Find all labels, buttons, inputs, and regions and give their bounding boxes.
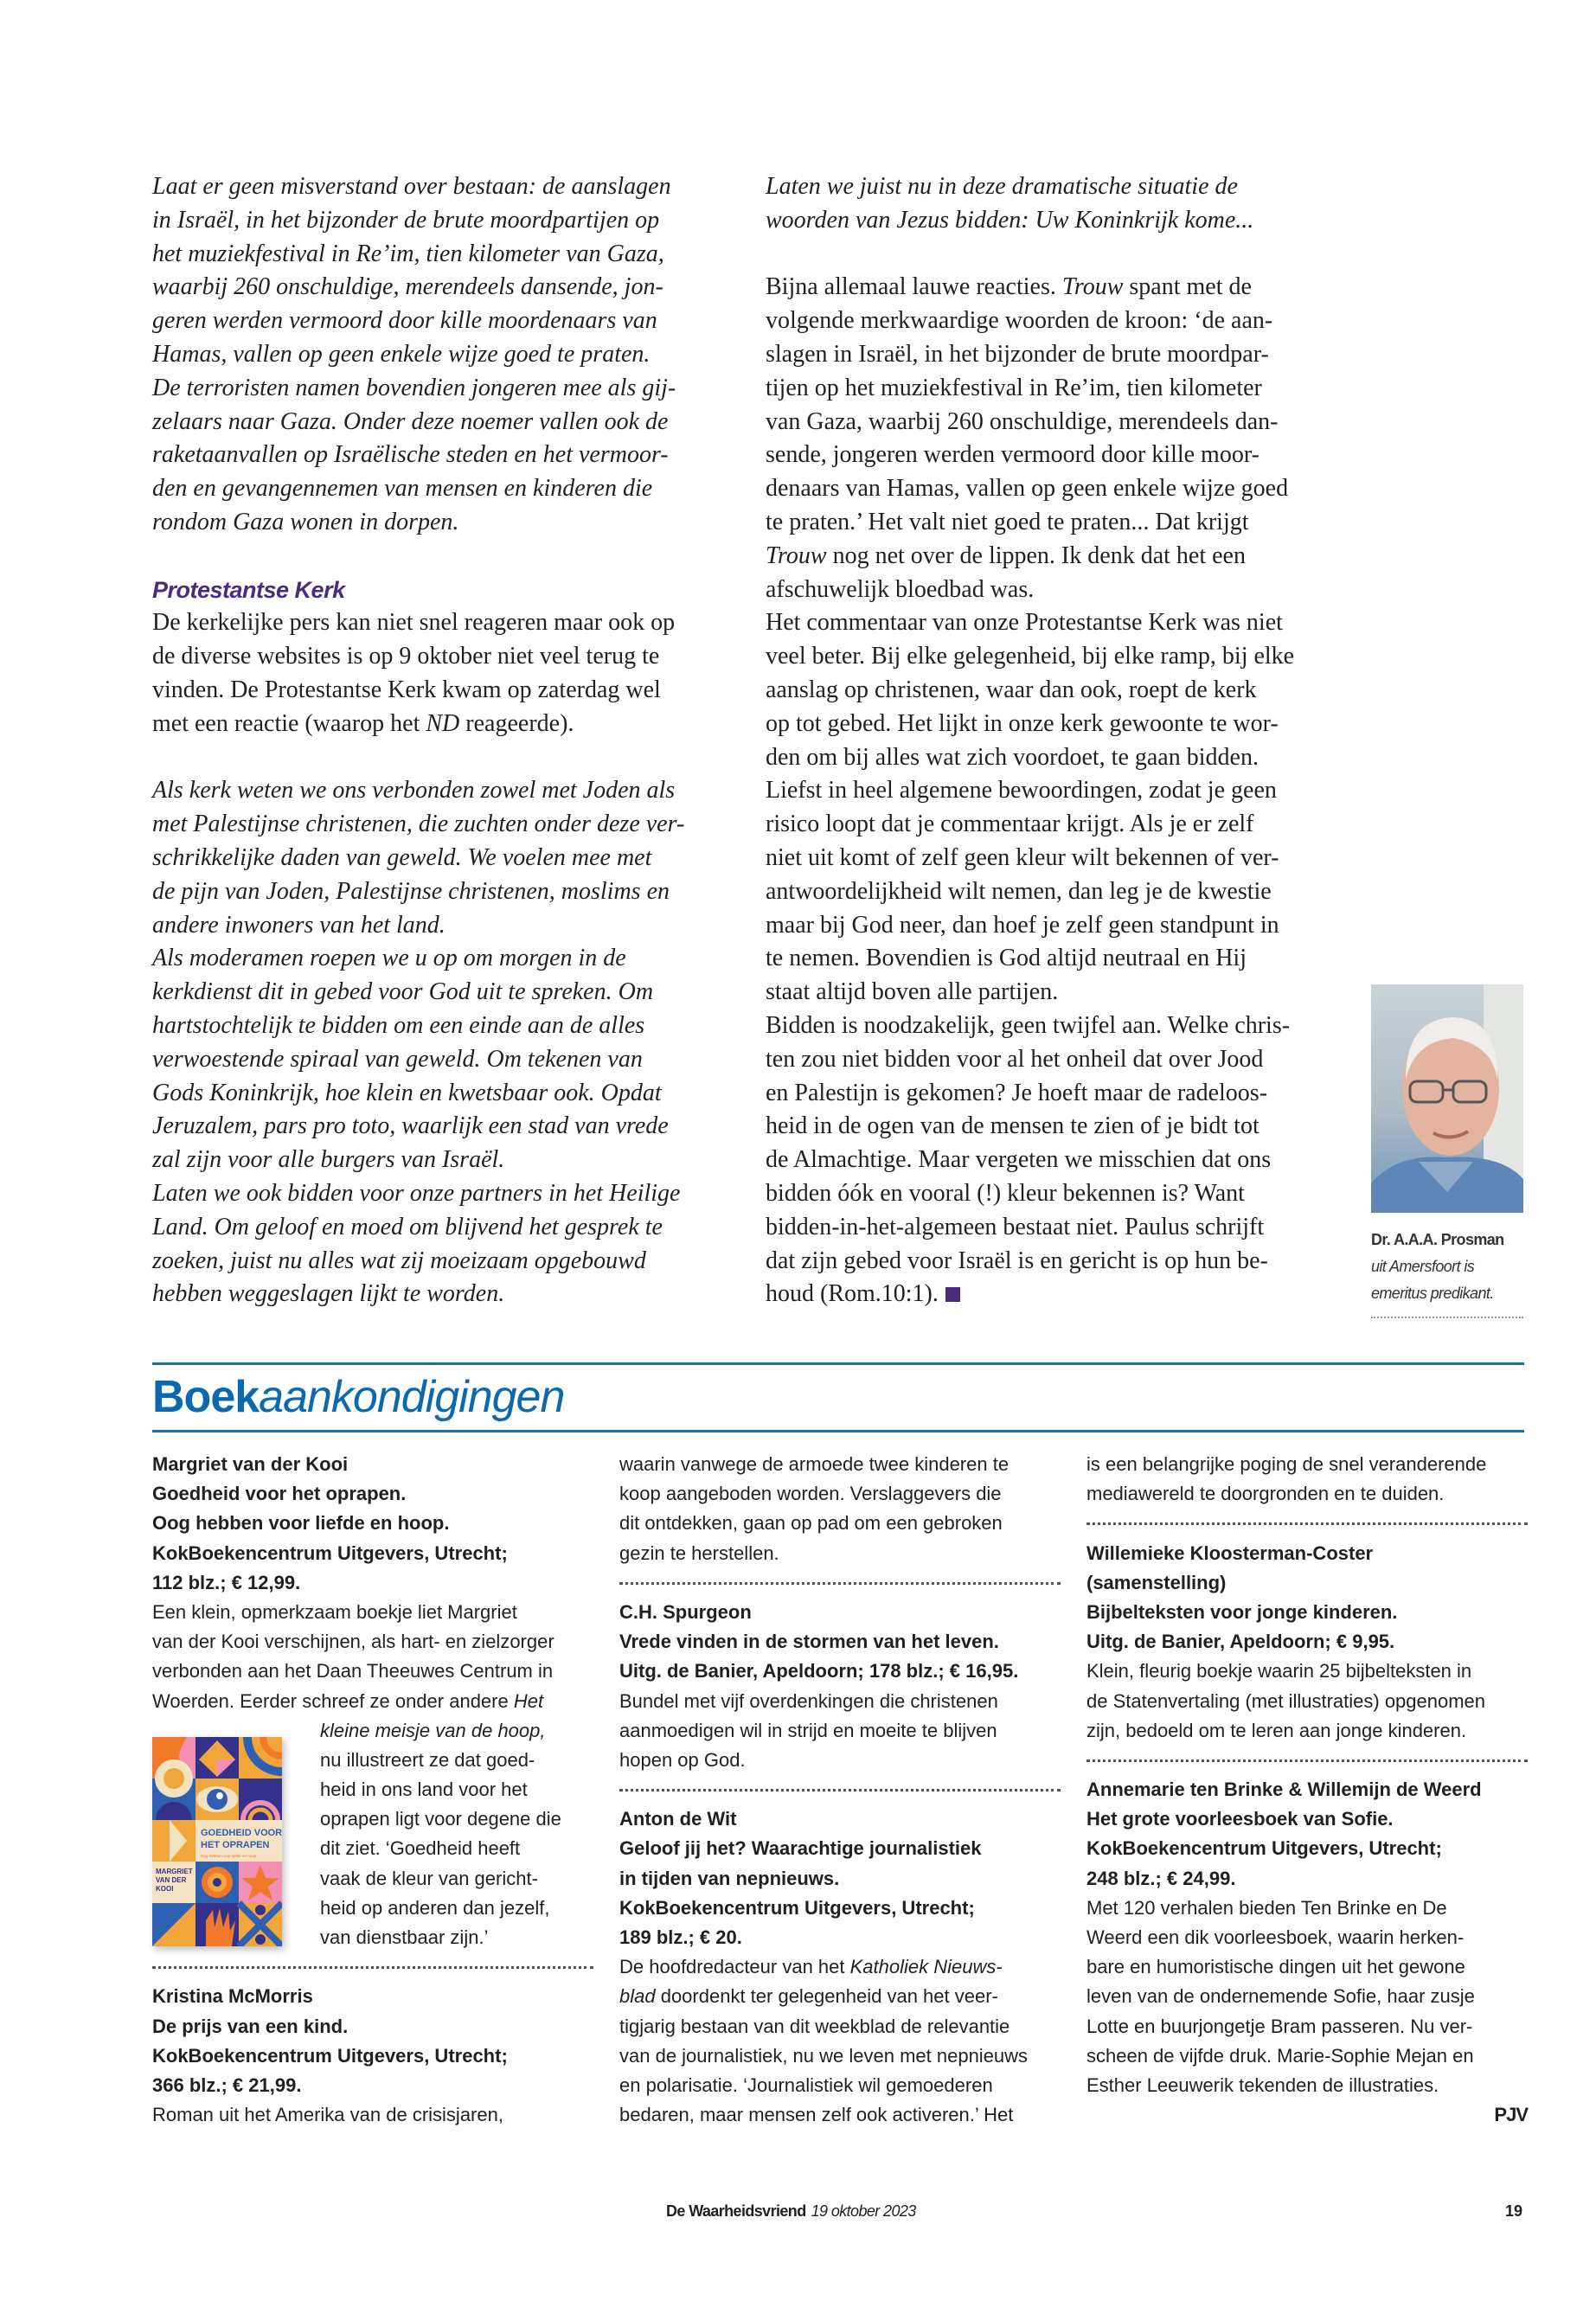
body-line: van Gaza, waarbij 260 onschuldige, merendeels dan-	[766, 407, 1279, 435]
italic-text: Het	[513, 1689, 544, 1712]
page-number: 19	[1505, 2202, 1523, 2220]
author-photo	[1371, 984, 1523, 1213]
quote-line: zoeken, juist nu alles wat zij moeizaam opgebouwd	[152, 1247, 646, 1274]
section-heading	[152, 1369, 564, 1425]
book-description-line: en polarisatie. ‘Journalistiek wil gemoederen	[619, 2073, 993, 2096]
book-info-line: Goedheid voor het oprapen.	[152, 1483, 407, 1505]
italic-text: ND	[426, 709, 460, 737]
book-cover-image	[152, 1737, 282, 1946]
book-description-line: waarin vanwege de armoede twee kinderen te	[619, 1453, 1010, 1475]
quote-line: zal zijn voor alle burgers van Israël.	[152, 1146, 505, 1174]
quote-line: zelaars naar Gaza. Onder deze noemer vallen ook de	[152, 407, 669, 435]
body-line	[766, 540, 1315, 574]
books-column-2	[619, 1450, 1061, 2130]
book-description-line: vaak de kleur van gericht-	[320, 1867, 538, 1889]
body-line: dat zijn gebed voor Israël is en gericht is op hun be-	[766, 1247, 1268, 1274]
body-line: op tot gebed. Het lijkt in onze kerk gewoonte te wor-	[766, 709, 1279, 737]
body-line: Liefst in heel algemene bewoordingen, zodat je geen	[766, 777, 1277, 804]
cover-author-line: KOOI	[156, 1885, 174, 1893]
body-line: niet uit komt of zelf geen kleur wilt bekennen of ver-	[766, 843, 1279, 871]
book-description-line: oprapen ligt voor degene die	[320, 1808, 561, 1830]
publication-name: De Waarheidsvriend	[666, 2202, 806, 2220]
body-line	[152, 708, 727, 741]
article-column-left	[152, 170, 727, 1311]
cover-author-line: VAN DER	[156, 1876, 187, 1884]
body-line: heid in de ogen van de mensen te zien of je bidt tot	[766, 1112, 1259, 1140]
author-caption	[1371, 1227, 1523, 1307]
quote-line: kerkdienst dit in gebed voor God uit te spreken. Om	[152, 978, 654, 1006]
book-description-line: gezin te herstellen.	[619, 1541, 779, 1564]
book-description-line: Klein, fleurig boekje waarin 25 bijbelteksten in	[1086, 1660, 1472, 1682]
book-info-line: 248 blz.; € 24,99.	[1086, 1867, 1236, 1889]
italic-text: Trouw	[1061, 273, 1124, 301]
book-description-line: scheen de vijfde druk. Marie-Sophie Mejan en	[1086, 2044, 1474, 2067]
body-line: staat altijd boven alle partijen.	[766, 978, 1059, 1006]
book-description-line: tigjarig bestaan van dit weekblad de relevantie	[619, 2015, 1010, 2037]
book-description-line: nu illustreert ze dat goed-	[320, 1748, 535, 1771]
italic-text: blad	[619, 1985, 656, 2008]
book-info-line: KokBoekencentrum Uitgevers, Utrecht;	[1086, 1837, 1442, 1860]
body-line: Het commentaar van onze Protestantse Kerk was niet	[766, 609, 1283, 637]
books-column-3	[1086, 1450, 1528, 2130]
book-info-line: Geloof jij het? Waarachtige journalistiek	[619, 1837, 982, 1860]
book-info-line: KokBoekencentrum Uitgevers, Utrecht;	[152, 1541, 508, 1564]
quote-line: hartstochtelijk te bidden om een einde aan de alles	[152, 1011, 645, 1039]
book-description-line: de Statenvertaling (met illustraties) opgenomen	[1086, 1689, 1486, 1712]
paragraph-gap	[766, 238, 1315, 272]
book-description-line: is een belangrijke poging de snel veranderende	[1086, 1453, 1487, 1475]
page-footer	[666, 2202, 916, 2221]
book-description-line: dit ontdekken, gaan op pad om een gebroken	[619, 1512, 1003, 1535]
author-desc-line: uit Amersfoort is	[1371, 1258, 1475, 1275]
body-line: risico loopt dat je commentaar krijgt. Als je er zelf	[766, 811, 1254, 838]
book-info-line: KokBoekencentrum Uitgevers, Utrecht;	[619, 1896, 975, 1919]
book-info-line: Willemieke Kloosterman-Coster	[1086, 1541, 1374, 1564]
book-description-line: zijn, bedoeld om te leren aan jonge kinderen.	[1086, 1719, 1467, 1741]
body-line: de diverse websites is op 9 oktober niet veel terug te	[152, 643, 660, 670]
book-description-line	[619, 1952, 1061, 1982]
section-top-rule	[152, 1362, 1524, 1365]
quote-line: Land. Om geloof en moed om blijvend het gesprek te	[152, 1213, 663, 1240]
body-line: De kerkelijke pers kan niet snel reageren maar ook op	[152, 609, 676, 637]
publication-date: 19 oktober 2023	[811, 2202, 916, 2220]
body-line: slagen in Israël, in het bijzonder de brute moordpar-	[766, 340, 1269, 368]
quote-line: geren werden vermoord door kille moordenaars van	[152, 307, 657, 335]
book-description-line: van dienstbaar zijn.’	[320, 1926, 489, 1948]
book-description-line: bedaren, maar mensen zelf ook activeren.’ Het	[619, 2104, 1014, 2126]
book-description-line: heid op anderen dan jezelf,	[320, 1896, 550, 1919]
quote-line: Hamas, vallen op geen enkele wijze goed te praten.	[152, 340, 651, 368]
book-description-line: bare en humoristische dingen uit het gewone	[1086, 1956, 1465, 1978]
book-info-line: Uitg. de Banier, Apeldoorn; € 9,95.	[1086, 1631, 1395, 1653]
body-line: Bidden is noodzakelijk, geen twijfel aan. Welke chris-	[766, 1011, 1291, 1039]
book-info-line: Annemarie ten Brinke & Willemijn de Weerd	[1086, 1779, 1482, 1801]
book-info-line: Bijbelteksten voor jonge kinderen.	[1086, 1600, 1398, 1623]
body-line: vinden. De Protestantse Kerk kwam op zaterdag wel	[152, 676, 661, 703]
body-line: sende, jongeren werden vermoord door kille moor-	[766, 441, 1259, 469]
text-segment: Bijna allemaal lauwe reacties.	[766, 273, 1062, 301]
book-description-line: Een klein, opmerkzaam boekje liet Margriet	[152, 1600, 517, 1623]
caption-divider	[1371, 1317, 1523, 1318]
book-info-line: De prijs van een kind.	[152, 2015, 349, 2037]
quote-line: waarbij 260 onschuldige, merendeels dansende, jon-	[152, 273, 663, 301]
heading-bold: Boek	[152, 1372, 260, 1422]
book-description-line: dit ziet. ‘Goedheid heeft	[320, 1837, 521, 1860]
quote-line: hebben weggeslagen lijkt te worden.	[152, 1280, 505, 1308]
book-description-line: Weerd een dik voorleesboek, waarin herken-	[1086, 1926, 1465, 1948]
book-info-line: Oog hebben voor liefde en hoop.	[152, 1512, 450, 1535]
book-description-line: Esther Leeuwerik tekenden de illustraties.	[1086, 2073, 1439, 2096]
quote-line: verwoestende spiraal van geweld. Om tekenen van	[152, 1045, 643, 1073]
subheading: Protestantse Kerk	[152, 576, 345, 603]
text-segment: doordenkt ter gelegenheid van het veer-	[655, 1985, 998, 2008]
book-info-line: Het grote voorleesboek van Sofie.	[1086, 1808, 1394, 1830]
book-info-line: Uitg. de Banier, Apeldoorn; 178 blz.; € 16,95.	[619, 1660, 1019, 1682]
book-info-line: C.H. Spurgeon	[619, 1600, 752, 1623]
end-mark-icon	[945, 1287, 960, 1302]
body-line: aanslag op christenen, waar dan ook, roept de kerk	[766, 676, 1257, 703]
body-line: antwoordelijkheid wilt nemen, dan leg je de kwestie	[766, 877, 1272, 905]
dotted-divider	[619, 1568, 1061, 1598]
quote-line: den en gevangennemen van mensen en kinderen die	[152, 475, 653, 503]
italic-text: Trouw	[766, 542, 827, 569]
dotted-divider	[1086, 1746, 1528, 1775]
book-info-line: Vrede vinden in de stormen van het leven.	[619, 1631, 999, 1653]
article-column-right	[766, 170, 1315, 1311]
body-line: bidden-in-het-algemeen bestaat niet. Paulus schrijft	[766, 1213, 1265, 1240]
dotted-divider	[619, 1775, 1061, 1804]
text-segment: spant met de	[1123, 273, 1252, 301]
book-description-line: Lotte en buurjongetje Bram passeren. Nu ver-	[1086, 2015, 1473, 2037]
book-description-line	[152, 1687, 593, 1716]
dotted-divider	[1086, 1509, 1528, 1538]
quote-line: schrikkelijke daden van geweld. We voelen mee met	[152, 843, 652, 871]
book-description-line: Met 120 verhalen bieden Ten Brinke en De	[1086, 1896, 1447, 1919]
heading-italic: aankondigingen	[259, 1372, 565, 1422]
book-description-line: verbonden aan het Daan Theeuwes Centrum in	[152, 1660, 554, 1682]
paragraph-gap	[152, 540, 727, 574]
book-info-line: (samenstelling)	[1086, 1571, 1227, 1593]
quote-line: woorden van Jezus bidden: Uw Koninkrijk kome...	[766, 206, 1254, 234]
author-portrait-icon	[1371, 984, 1523, 1213]
book-info-line: in tijden van nepnieuws.	[619, 1867, 840, 1889]
book-description-line: aanmoedigen wil in strijd en moeite te blijven	[619, 1719, 997, 1741]
book-info-line: Kristina McMorris	[152, 1985, 313, 2008]
text-segment: met een reactie (waarop het	[152, 709, 426, 737]
quote-line: in Israël, in het bijzonder de brute moordpartijen op	[152, 206, 660, 234]
quote-line: de pijn van Joden, Palestijnse christenen, moslims en	[152, 877, 670, 905]
body-line: denaars van Hamas, vallen op geen enkele wijze goed	[766, 475, 1289, 503]
quote-line: Als kerk weten we ons verbonden zowel met Joden als	[152, 777, 676, 804]
cover-author-line: MARGRIET	[156, 1868, 193, 1875]
book-info-line: Anton de Wit	[619, 1808, 737, 1830]
book-info-line: Margriet van der Kooi	[152, 1453, 349, 1475]
author-name: Dr. A.A.A. Prosman	[1371, 1231, 1504, 1248]
text-segment: reageerde).	[459, 709, 574, 737]
body-line: afschuwelijk bloedbad was.	[766, 575, 1035, 603]
quote-line: Laat er geen misverstand over bestaan: de aanslagen	[152, 173, 671, 200]
quote-line: Laten we ook bidden voor onze partners in het Heilige	[152, 1179, 681, 1207]
text-segment: Woerden. Eerder schreef ze onder andere	[152, 1689, 514, 1712]
text-segment: De hoofdredacteur van het	[619, 1956, 850, 1978]
cover-title-line: HET OPRAPEN	[201, 1840, 270, 1850]
book-description-line: van der Kooi verschijnen, als hart- en zielzorger	[152, 1631, 554, 1653]
body-line	[766, 1278, 1315, 1311]
quote-line: met Palestijnse christenen, die zuchten onder deze ver-	[152, 811, 685, 838]
quote-line: Gods Koninkrijk, hoe klein en kwetsbaar ook. Opdat	[152, 1079, 662, 1106]
cover-title-line: GOEDHEID VOOR	[201, 1828, 282, 1838]
body-line: maar bij God neer, dan hoef je zelf geen standpunt in	[766, 911, 1279, 939]
quote-line: andere inwoners van het land.	[152, 911, 445, 939]
book-description-line: Roman uit het Amerika van de crisisjaren,	[152, 2104, 503, 2126]
book-info-line: 189 blz.; € 20.	[619, 1926, 742, 1948]
body-line	[766, 271, 1315, 304]
book-description-line	[619, 1982, 1061, 2011]
quote-line: De terroristen namen bovendien jongeren mee als gij-	[152, 374, 676, 401]
body-line: bidden óók en vooral (!) kleur bekennen is? Want	[766, 1179, 1245, 1207]
body-line: te nemen. Bovendien is God altijd neutraal en Hij	[766, 945, 1247, 972]
book-cover-art-icon	[152, 1737, 282, 1946]
body-line: ten zou niet bidden voor al het onheil dat over Jood	[766, 1045, 1264, 1073]
paragraph-gap	[152, 741, 727, 775]
section-bottom-rule	[152, 1430, 1524, 1433]
book-description-line: hopen op God.	[619, 1748, 746, 1771]
quote-line: het muziekfestival in Re’im, tien kilometer van Gaza,	[152, 240, 664, 267]
book-info-line: 366 blz.; € 21,99.	[152, 2073, 302, 2096]
book-info-line: KokBoekencentrum Uitgevers, Utrecht;	[152, 2044, 508, 2067]
book-description-line: van de journalistiek, nu we leven met nepnieuws	[619, 2044, 1029, 2067]
body-line: te praten.’ Het valt niet goed te praten... Dat krijgt	[766, 508, 1249, 535]
quote-line: rondom Gaza wonen in dorpen.	[152, 508, 459, 535]
body-line: de Almachtige. Maar vergeten we misschien dat ons	[766, 1146, 1272, 1174]
dotted-divider	[152, 1952, 593, 1982]
book-description-line: koop aangeboden worden. Verslaggevers die	[619, 1483, 1002, 1505]
quote-line: raketaanvallen op Israëlische steden en het vermoor-	[152, 441, 669, 469]
body-line: en Palestijn is gekomen? Je hoeft maar de radeloos-	[766, 1079, 1268, 1106]
italic-text: Katholiek Nieuws-	[849, 1956, 1003, 1978]
body-line: den om bij alles wat zich voordoet, te gaan bidden.	[766, 743, 1259, 771]
author-desc-line: emeritus predikant.	[1371, 1285, 1494, 1302]
book-description-line: mediawereld te doorgronden en te duiden.	[1086, 1483, 1445, 1505]
cover-subtitle: Oog hebben voor liefde en hoop	[201, 1854, 257, 1858]
body-line: volgende merkwaardige woorden de kroon: ‘de aan-	[766, 307, 1273, 335]
book-info-line: 112 blz.; € 12,99.	[152, 1571, 301, 1593]
body-line: veel beter. Bij elke gelegenheid, bij elke ramp, bij elke	[766, 643, 1295, 670]
italic-text: kleine meisje van de hoop,	[320, 1719, 546, 1741]
text-segment: houd (Rom.10:1).	[766, 1280, 939, 1308]
text-segment: nog net over de lippen. Ik denk dat het een	[826, 542, 1246, 569]
quote-line: Als moderamen roepen we u op om morgen in de	[152, 945, 626, 972]
book-description-line: heid in ons land voor het	[320, 1779, 528, 1801]
body-line: tijen op het muziekfestival in Re’im, tien kilometer	[766, 374, 1262, 401]
reviewer-initials: PJV	[1494, 2104, 1528, 2126]
quote-line: Laten we juist nu in deze dramatische situatie de	[766, 173, 1238, 200]
quote-line: Jeruzalem, pars pro toto, waarlijk een stad van vrede	[152, 1112, 669, 1140]
book-description-line: leven van de ondernemende Sofie, haar zusje	[1086, 1985, 1475, 2008]
book-description-line: Bundel met vijf overdenkingen die christenen	[619, 1689, 998, 1712]
